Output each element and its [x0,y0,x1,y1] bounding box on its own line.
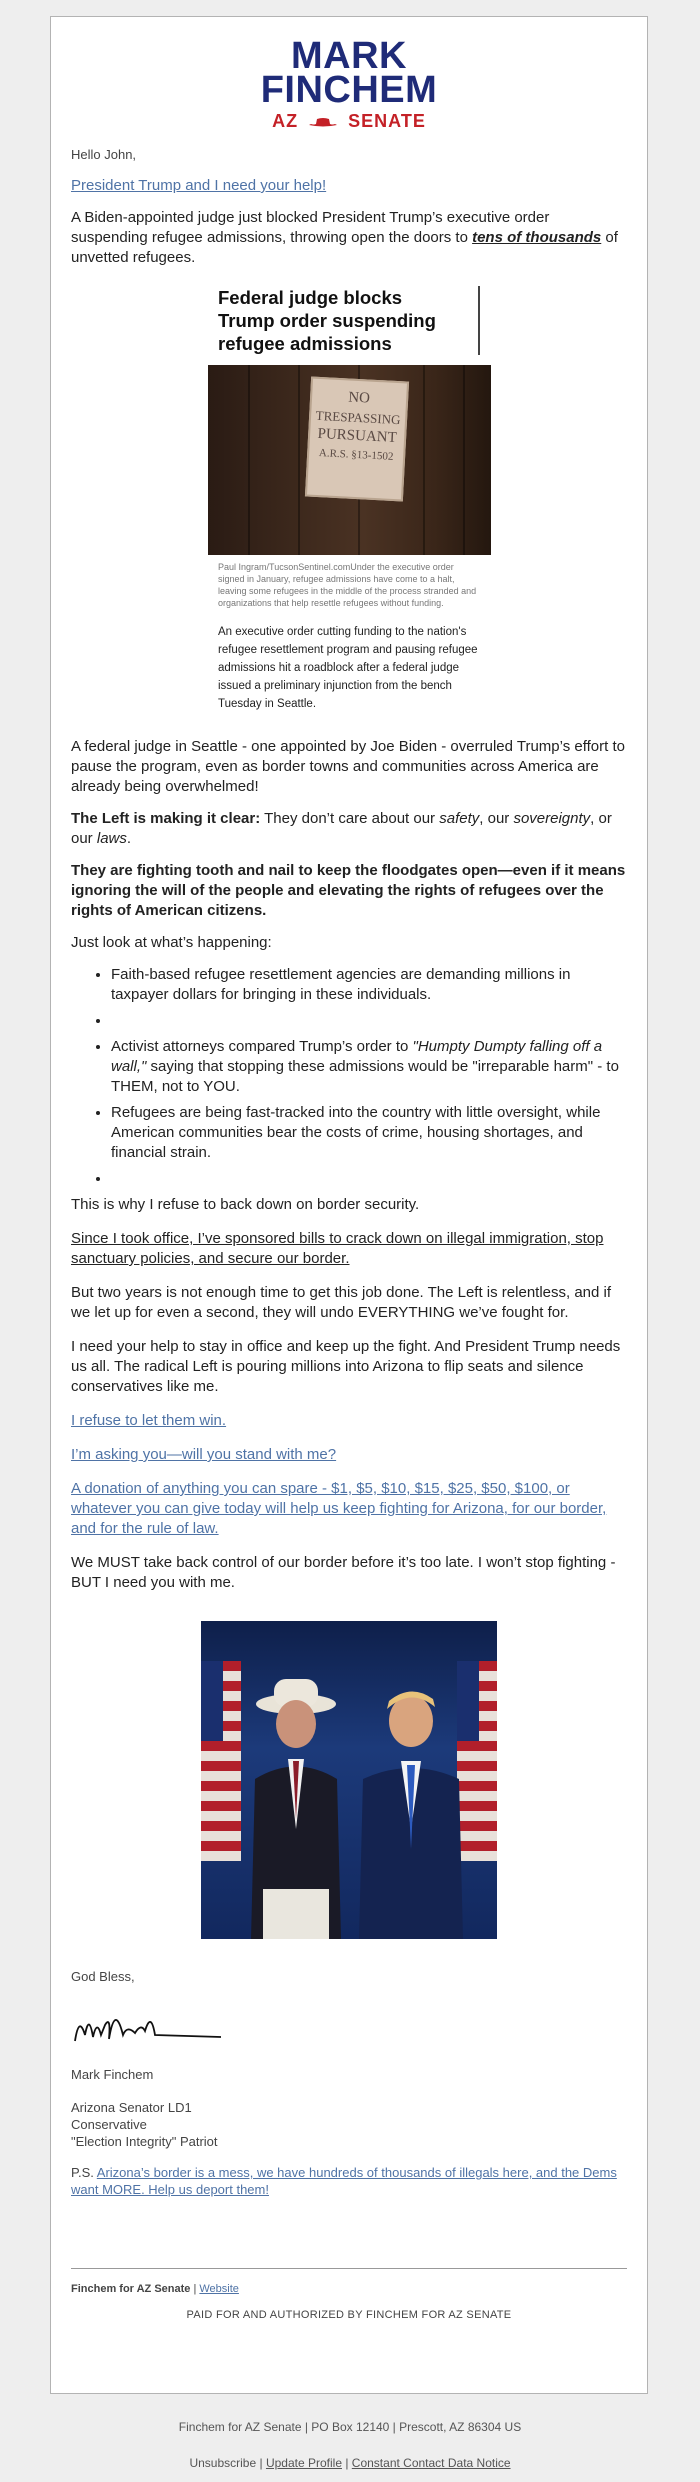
greeting: Hello John, [71,147,137,162]
must-paragraph: We MUST take back control of our border before it’s too late. I won’t stop fighting - BUT I need you with me. [71,1554,616,1591]
logo [51,17,647,131]
footer-org: Finchem for AZ Senate [71,2283,191,2295]
bullet-empty-2 [111,1169,627,1189]
person-left-image [241,1669,351,1939]
logo-senate: SENATE [348,111,426,131]
intro-after: of unvetted refugees. [71,229,618,266]
left-paragraph [71,809,627,849]
refuse-paragraph: This is why I refuse to back down on border security. [71,1196,420,1213]
bottom-sep-2: | [342,2456,352,2470]
intro-emphasis: tens of thousands [472,229,602,246]
sign-line-3: PURSUANT [316,425,397,447]
ps-link[interactable]: Arizona’s border is a mess, we have hundreds of thousands of illegals here, and the Dems want MORE. Help us deport them! [71,2165,617,2197]
left-text-2: , our [479,810,514,827]
ps-label: P.S. [71,2165,97,2180]
logo-subline [51,110,647,132]
sign-line-1: NO [347,389,370,407]
left-sovereignty: sovereignty [513,810,591,827]
left-laws: laws [96,830,127,847]
intro-paragraph [71,208,627,268]
ps-paragraph [71,2164,627,2198]
left-text-3: , or our [71,810,612,847]
refuse-link[interactable]: I refuse to let them win. [71,1412,227,1429]
bullet-list [71,965,627,1189]
signature-name: Mark Finchem [71,2067,154,2082]
two-years-paragraph: But two years is not enough time to get this job done. The Left is relentless, and if we let up for even a second, they will undo EVERYTHING we’ve fought for. [71,1284,612,1321]
signoff: God Bless, [71,1969,135,1984]
left-text-1: They don’t care about our [260,810,440,827]
data-notice-link[interactable]: Constant Contact Data Notice [351,2456,511,2470]
signature-image [71,1995,231,2055]
bottom-address: Finchem for AZ Senate | PO Box 12140 | Prescott, AZ 86304 US [178,2420,522,2434]
sign-image [304,377,408,502]
since-paragraph: Since I took office, I’ve sponsored bills to crack down on illegal immigration, stop sanctuary policies, and secure our border. [71,1230,604,1267]
person-right-image [351,1679,471,1939]
bullet-2 [111,1037,627,1097]
bullet-empty-1 [111,1011,627,1031]
left-text-4: . [126,830,132,847]
signature-titles [71,2099,627,2150]
paid-for-notice: PAID FOR AND AUTHORIZED BY FINCHEM FOR AZ SENATE [186,2309,512,2321]
title-line-1: Arizona Senator LD1 [71,2100,192,2115]
left-safety: safety [439,810,480,827]
logo-line-2: FINCHEM [260,69,438,111]
update-profile-link[interactable]: Update Profile [265,2456,342,2470]
sign-line-2: TRESPASSING [314,407,401,428]
clipping-body: An executive order cutting funding to the nation's refugee resettlement program and pausing refugee admissions hit a roadblock after a federal judge issued a preliminary injunction from the bench Tuesday in Seattle. [218,626,478,710]
title-line-3: "Election Integrity" Patriot [71,2134,218,2149]
intro-text: A Biden-appointed judge just blocked President Trump’s executive order suspending refugee admissions, throwing open the doors to [71,209,550,246]
fighting-paragraph: They are fighting tooth and nail to keep the floodgates open—even if it means ignoring the will of the people and elevating the rights of refugees over the rights of American citizens. [71,862,626,919]
headline-link[interactable]: President Trump and I need your help! [71,177,327,194]
bullet-2-before: Activist attorneys compared Trump’s order to [111,1038,413,1055]
asking-link[interactable]: I’m asking you—will you stand with me? [71,1446,337,1463]
clipping-title: Federal judge blocks Trump order suspending refugee admissions [204,286,480,355]
logo-line-1: MARK [291,35,407,77]
clipping-caption: Paul Ingram/TucsonSentinel.comUnder the executive order signed in January, refugee admissions have come to a halt, leaving some refugees in the middle of the process stranded and organizations that help resettle refugees without funding. [218,562,477,608]
no-trespassing-photo [208,365,491,555]
footer-sep: | [190,2283,200,2295]
news-clipping [204,286,494,713]
left-bold: The Left is making it clear: [71,810,261,827]
sign-line-4: A.R.S. §13-1502 [318,447,394,463]
bullet-2-italic: "Humpty Dumpty falling off a wall," [111,1038,603,1075]
footer-website-link[interactable]: Website [199,2283,239,2295]
title-line-2: Conservative [71,2117,147,2132]
bullet-2-after: saying that stopping these admissions would be "irreparable harm" - to THEM, not to YOU. [111,1058,619,1095]
seattle-paragraph: A federal judge in Seattle - one appointed by Joe Biden - overruled Trump’s effort to pause the program, even as border towns and communities across America are already being overwhelmed! [71,738,625,795]
footer-divider [71,2268,627,2269]
bottom-links [0,2456,700,2470]
donation-link[interactable]: A donation of anything you can spare - $1, $5, $10, $15, $25, $50, $100, or whatever you can give today will help us keep fighting for Arizona, for our border, and for the rule of law. [71,1480,607,1537]
bullet-3: • Refugees are being fast-tracked into the country with little oversight, while American communities bear the costs of crime, housing shortages, and financial strain. [111,1103,627,1163]
email-card [50,16,648,2394]
bottom-sep-1: | [256,2456,266,2470]
unsubscribe-link[interactable]: Unsubscribe [189,2456,257,2470]
look-paragraph: Just look at what’s happening: [71,934,272,951]
need-paragraph: I need your help to stay in office and keep up the fight. And President Trump needs us all. The radical Left is pouring millions into Arizona to flip seats and silence conservatives like me. [71,1338,621,1395]
logo-az: AZ [272,111,299,131]
finchem-trump-photo [201,1621,497,1939]
cowboy-hat-icon [308,117,338,127]
footer-links [71,2283,627,2295]
bullet-1: • Faith-based refugee resettlement agencies are demanding millions in taxpayer dollars for bringing in these individuals. [111,965,627,1005]
